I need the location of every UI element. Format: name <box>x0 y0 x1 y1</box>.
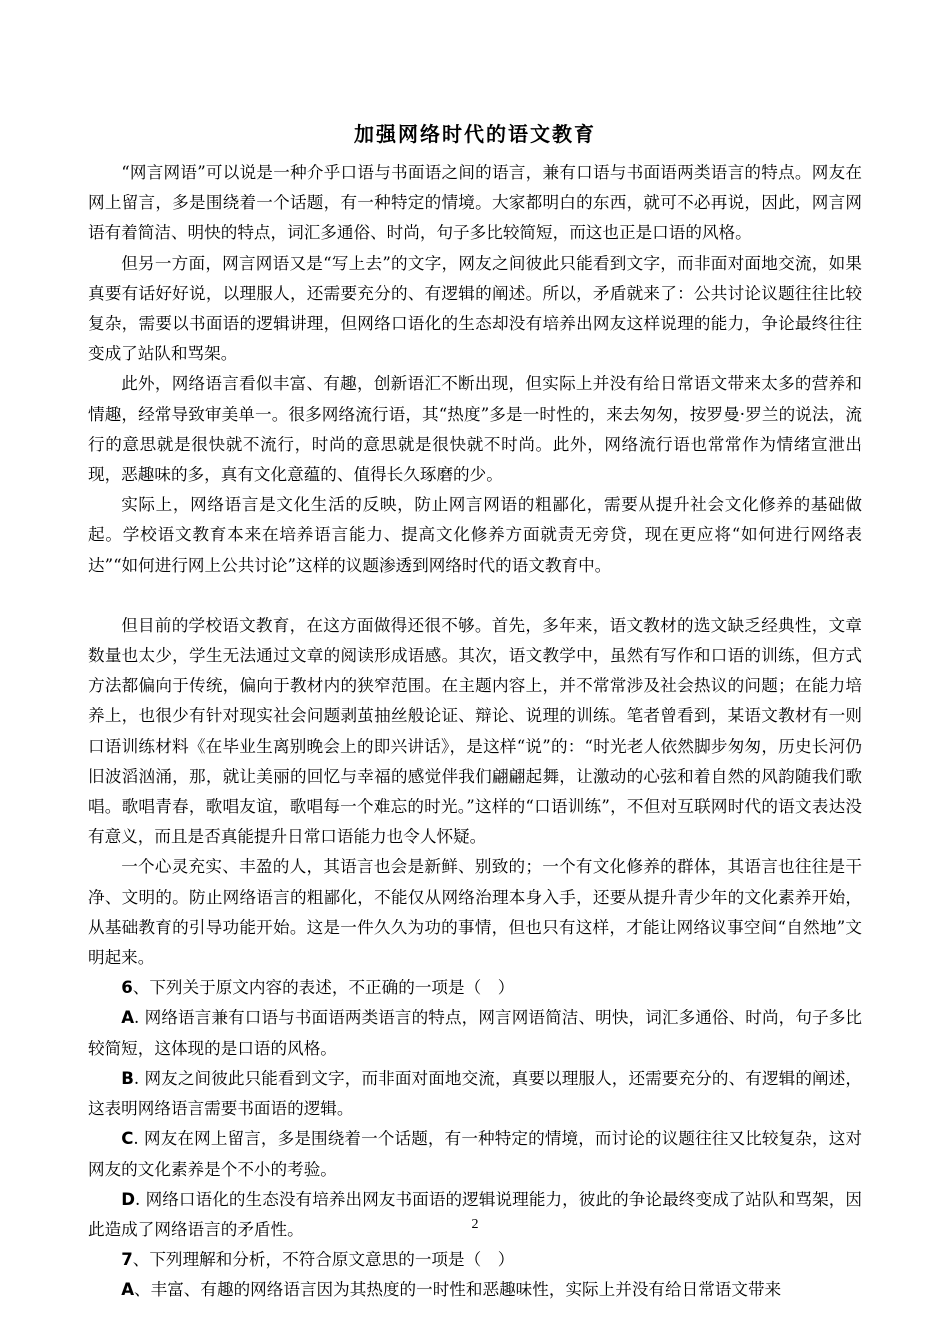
option-letter: B <box>121 1068 134 1088</box>
article-body <box>88 158 862 1306</box>
option-text: . 网络语言兼有口语与书面语两类语言的特点，网言网语简洁、明快，词汇多通俗、时尚，句子多比较简短，这体现的是口语的风格。 <box>88 1008 862 1058</box>
option-letter: A <box>121 1280 135 1300</box>
option-text: . 网友在网上留言，多是围绕着一个话题，有一种特定的情境，而讨论的议题往往又比较复杂，这对网友的文化素养是个不小的考验。 <box>88 1129 862 1179</box>
option-text: . 网络口语化的生态没有培养出网友书面语的逻辑说理能力，彼此的争论最终变成了站队和骂架，因此造成了网络语言的矛盾性。 <box>88 1189 862 1239</box>
paragraph: “网言网语”可以说是一种介乎口语与书面语之间的语言，兼有口语与书面语两类语言的特点。网友在网上留言，多是围绕着一个话题，有一种特定的情境。大家都明白的东西，就可不必再说，因此，网言网语有着简洁、明快的特点，词汇多通俗、时尚，句子多比较简短，而这也正是口语的风格。 <box>88 163 862 243</box>
question-number: 6 <box>121 978 133 998</box>
option-letter: D <box>121 1189 135 1209</box>
option-text: 、丰富、有趣的网络语言因为其热度的一时性和恶趣味性，实际上并没有给日常语文带来 <box>134 1280 782 1300</box>
question-6-stem <box>88 973 862 1003</box>
paragraph: 但目前的学校语文教育，在这方面做得还很不够。首先，多年来，语文教材的选文缺乏经典性，文章数量也太少，学生无法通过文章的阅读形成语感。其次，语文教学中，虽然有写作和口语的训练，但方式方法都偏向于传统，偏向于教材内的狭窄范围。在主题内容上，并不常常涉及社会热议的问题；在能力培养上，也很少有针对现实社会问题剥茧抽丝般论证、辩论、说理的训练。笔者曾看到，某语文教材有一则口语训练材料《在毕业生离别晚会上的即兴讲话》，是这样“说”的：“时光老人依然脚步匆匆，历史长河仍旧波滔汹涌，那，就让美丽的回忆与幸福的感觉伴我们翩翩起舞，让激动的心弦和着自然的风韵随我们歌唱。歌唱青春，歌唱友谊，歌唱每一个难忘的时光。”这样的“口语训练”，不但对互联网时代的语文表达没有意义，而且是否真能提升日常口语能力也令人怀疑。 <box>88 615 862 847</box>
question-number: 7 <box>121 1250 133 1270</box>
paragraph: 此外，网络语言看似丰富、有趣，创新语汇不断出现，但实际上并没有给日常语文带来太多的营养和情趣，经常导致审美单一。很多网络流行语，其“热度”多是一时性的，来去匆匆，按罗曼·罗兰的说法，流行的意思就是很快就不流行，时尚的意思就是很快就不时尚。此外，网络流行语也常常作为情绪宣泄出现，恶趣味的多，真有文化意蕴的、值得长久琢磨的少。 <box>88 374 862 485</box>
question-7-stem <box>88 1245 862 1275</box>
question-6-option-a <box>88 1003 862 1063</box>
question-text: 、下列关于原文内容的表述，不正确的一项是（ ） <box>132 978 515 998</box>
question-6-option-c <box>88 1124 862 1184</box>
question-7-option-a <box>88 1275 862 1305</box>
paragraph: 但另一方面，网言网语又是“写上去”的文字，网友之间彼此只能看到文字，而非面对面地交流，如果真要有话好好说，以理服人，还需要充分的、有逻辑的阐述。所以，矛盾就来了：公共讨论议题往往比较复杂，需要以书面语的逻辑讲理，但网络口语化的生态却没有培养出网友这样说理的能力，争论最终往往变成了站队和骂架。 <box>88 253 862 364</box>
question-6-option-d <box>88 1185 862 1245</box>
page-number: 2 <box>471 1217 479 1232</box>
paragraph: 实际上，网络语言是文化生活的反映，防止网言网语的粗鄙化，需要从提升社会文化修养的基础做起。学校语文教育本来在培养语言能力、提高文化修养方面就责无旁贷，现在更应将“如何进行网络表达”“如何进行网上公共讨论”这样的议题渗透到网络时代的语文教育中。 <box>88 495 862 575</box>
option-letter: A <box>121 1008 135 1028</box>
option-text: . 网友之间彼此只能看到文字，而非面对面地交流，真要以理服人，还需要充分的、有逻辑的阐述，这表明网络语言需要书面语的逻辑。 <box>88 1068 862 1119</box>
question-6-option-b <box>88 1064 862 1124</box>
paragraph-gap <box>88 581 862 611</box>
option-letter: C <box>121 1129 134 1149</box>
article-title: 加强网络时代的语文教育 <box>354 122 596 146</box>
paragraph: 一个心灵充实、丰盈的人，其语言也会是新鲜、别致的；一个有文化修养的群体，其语言也往往是干净、文明的。防止网络语言的粗鄙化，不能仅从网络治理本身入手，还要从提升青少年的文化素养开始，从基础教育的引导功能开始。这是一件久久为功的事情，但也只有这样，才能让网络议事空间“自然地”文明起来。 <box>88 857 862 968</box>
question-text: 、下列理解和分析，不符合原文意思的一项是（ ） <box>132 1250 515 1270</box>
